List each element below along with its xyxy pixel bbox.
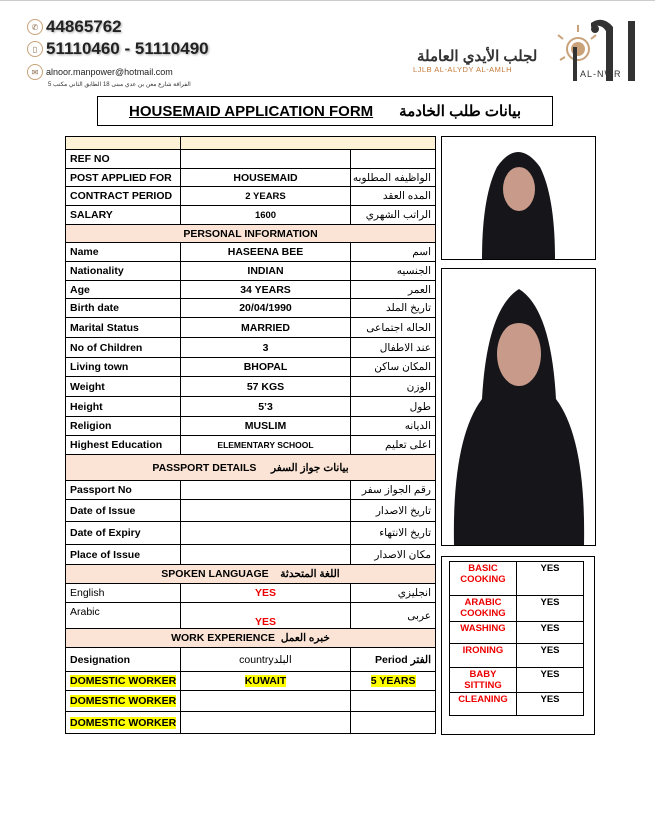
- field-label: REF NO: [66, 150, 181, 169]
- table-row: [66, 691, 436, 712]
- field-label: Marital Status: [66, 318, 181, 338]
- skill-value: YES: [517, 596, 584, 622]
- mobile-icon: ▯: [27, 41, 43, 57]
- mobile-numbers: 51110460 - 51110490: [46, 39, 209, 58]
- field-label: Religion: [66, 417, 181, 436]
- table-row: [66, 338, 436, 358]
- field-value: MARRIED: [180, 318, 351, 338]
- table-row: [66, 169, 436, 187]
- section-ar: خبره العمل: [280, 632, 330, 644]
- address: الفراقة شارع معن بن عدي مبنى 18 الطابق الثاني مكتب 5: [48, 82, 191, 88]
- skill-row: [450, 693, 584, 716]
- logo-english-text: LJLB AL-ALYDY AL-AMLH: [413, 65, 513, 74]
- section-en: WORK EXPERIENCE: [171, 632, 275, 644]
- field-value: 2 YEARS: [180, 187, 351, 206]
- skill-value: YES: [517, 668, 584, 693]
- mobile-line: [27, 39, 209, 59]
- country-ar: البلد: [273, 653, 292, 666]
- table-header-row: [66, 137, 436, 150]
- table-row: [66, 584, 436, 603]
- skills-table: [449, 561, 584, 716]
- field-label-ar: الراتب الشهري: [351, 206, 436, 225]
- field-value: [180, 150, 351, 169]
- table-row: [66, 545, 436, 565]
- field-value: 20/04/1990: [180, 299, 351, 318]
- skill-name: WASHING: [450, 622, 517, 644]
- work-columns-row: [66, 648, 436, 672]
- table-row: [66, 358, 436, 377]
- work-designation: DOMESTIC WORKER: [70, 695, 177, 707]
- applicant-photo-full: [441, 268, 596, 546]
- field-value: ELEMENTARY SCHOOL: [180, 436, 351, 455]
- skill-value: YES: [517, 693, 584, 716]
- country-en: country: [239, 653, 274, 666]
- field-value: YES: [180, 584, 351, 603]
- field-label: Weight: [66, 377, 181, 397]
- work-designation: DOMESTIC WORKER: [70, 716, 177, 729]
- field-label: Highest Education: [66, 436, 181, 455]
- skill-name: CLEANING: [450, 693, 517, 716]
- field-value: 34 YEARS: [180, 281, 351, 299]
- section-en: PASSPORT DETAILS: [152, 461, 257, 474]
- field-label-ar: عند الاطفال: [351, 338, 436, 358]
- field-label-ar: الديانه: [351, 417, 436, 436]
- field-label-ar: اعلى تعليم: [351, 436, 436, 455]
- field-label-ar: عربى: [351, 603, 436, 629]
- phone-number: 44865762: [46, 17, 122, 36]
- field-label: Arabic: [66, 603, 181, 629]
- field-label: CONTRACT PERIOD: [66, 187, 181, 206]
- email: alnoor.manpower@hotmail.com: [46, 67, 173, 77]
- work-section-header: [66, 629, 436, 648]
- phone-line: [27, 17, 122, 37]
- language-section-header: [66, 565, 436, 584]
- table-row: [66, 243, 436, 262]
- field-label: Birth date: [66, 299, 181, 318]
- table-row: [66, 481, 436, 500]
- field-label: Nationality: [66, 262, 181, 281]
- applicant-photo-portrait: [441, 136, 596, 260]
- field-label-ar: تاريخ الاصدار: [351, 500, 436, 522]
- field-label-ar: رقم الجواز سفر: [351, 481, 436, 500]
- field-label-ar: المده العقد: [351, 187, 436, 206]
- work-designation: DOMESTIC WORKER: [70, 675, 177, 687]
- table-row: [66, 206, 436, 225]
- section-ar: بيانات جواز السفر: [271, 461, 349, 474]
- table-row: [66, 262, 436, 281]
- skill-name: IRONING: [450, 644, 517, 668]
- title-english: HOUSEMAID APPLICATION FORM: [128, 102, 374, 120]
- designation-header: Designation: [66, 648, 181, 672]
- table-row: [66, 397, 436, 417]
- field-value: YES: [180, 603, 351, 629]
- period-header: [351, 648, 436, 672]
- field-value: 3: [180, 338, 351, 358]
- field-label: Passport No: [66, 481, 181, 500]
- field-label: Living town: [66, 358, 181, 377]
- skill-value: YES: [517, 562, 584, 596]
- field-value: INDIAN: [180, 262, 351, 281]
- section-ar: اللغة المتحدثة: [280, 568, 340, 580]
- skill-value: YES: [517, 644, 584, 668]
- field-label-ar: طول: [351, 397, 436, 417]
- work-period: 5 YEARS: [370, 675, 416, 687]
- skill-name: ARABIC COOKING: [450, 596, 517, 622]
- field-label-ar: الجنسيه: [351, 262, 436, 281]
- skill-row: [450, 668, 584, 693]
- table-row: [66, 603, 436, 629]
- skill-row: [450, 622, 584, 644]
- logo-arabic-text: لجلب الأيدي العاملة: [417, 48, 538, 65]
- table-row: [66, 150, 436, 169]
- table-row: [66, 500, 436, 522]
- field-label-ar: الحاله اجتماعى: [351, 318, 436, 338]
- skill-name: BASIC COOKING: [450, 562, 517, 596]
- field-label: POST APPLIED FOR: [66, 169, 181, 187]
- skill-row: [450, 596, 584, 622]
- logo-mark-text: AL-NWR: [580, 69, 622, 79]
- field-value: MUSLIM: [180, 417, 351, 436]
- skill-name: BABY SITTING: [450, 668, 517, 693]
- field-label-ar: العمر: [351, 281, 436, 299]
- field-label: No of Children: [66, 338, 181, 358]
- field-value-input[interactable]: [180, 522, 351, 545]
- table-row: [66, 299, 436, 318]
- field-value: 1600: [180, 206, 351, 225]
- table-row: [66, 436, 436, 455]
- field-label: Place of Issue: [66, 545, 181, 565]
- field-label-ar: المكان ساكن: [351, 358, 436, 377]
- field-label: Date of Issue: [66, 500, 181, 522]
- work-country: KUWAIT: [244, 675, 287, 687]
- title-arabic: بيانات طلب الخادمة: [399, 103, 522, 120]
- skill-row: [450, 562, 584, 596]
- field-label: English: [66, 584, 181, 603]
- table-row: [66, 672, 436, 691]
- field-label-ar: مكان الاصدار: [351, 545, 436, 565]
- country-header: [180, 648, 351, 672]
- table-row: [66, 281, 436, 299]
- table-row: [66, 522, 436, 545]
- phone-icon: ✆: [27, 19, 43, 35]
- application-table: [65, 136, 436, 734]
- field-value-input[interactable]: [180, 500, 351, 522]
- field-value: 57 KGS: [180, 377, 351, 397]
- table-row: [66, 417, 436, 436]
- field-label-ar: تاريخ الملد: [351, 299, 436, 318]
- field-value: BHOPAL: [180, 358, 351, 377]
- field-value: HASEENA BEE: [180, 243, 351, 262]
- field-label: SALARY: [66, 206, 181, 225]
- field-label-ar: تاريخ الانتهاء: [351, 522, 436, 545]
- personal-section-header: PERSONAL INFORMATION: [66, 225, 436, 243]
- table-row: [66, 318, 436, 338]
- skill-row: [450, 644, 584, 668]
- mail-icon: ✉: [27, 64, 43, 80]
- field-value-input[interactable]: [180, 545, 351, 565]
- form-title: [97, 96, 553, 126]
- field-label: Name: [66, 243, 181, 262]
- field-label: Height: [66, 397, 181, 417]
- section-en: SPOKEN LANGUAGE: [161, 568, 269, 580]
- skill-value: YES: [517, 622, 584, 644]
- field-label: Date of Expiry: [66, 522, 181, 545]
- field-label-ar: اسم: [351, 243, 436, 262]
- period-en: Period: [375, 653, 408, 666]
- passport-section-header: [66, 455, 436, 481]
- table-row: [66, 712, 436, 734]
- field-value: 5’3: [180, 397, 351, 417]
- field-label-ar: انجليزي: [351, 584, 436, 603]
- field-label-ar: الوزن: [351, 377, 436, 397]
- email-line: [27, 64, 173, 80]
- period-ar: الفتر: [410, 653, 431, 666]
- field-value: HOUSEMAID: [180, 169, 351, 187]
- field-value-input[interactable]: [180, 481, 351, 500]
- field-label: Age: [66, 281, 181, 299]
- table-row: [66, 187, 436, 206]
- table-row: [66, 377, 436, 397]
- field-label-ar: الواظيفه المطلوبه: [351, 169, 436, 187]
- field-label-ar: [351, 150, 436, 169]
